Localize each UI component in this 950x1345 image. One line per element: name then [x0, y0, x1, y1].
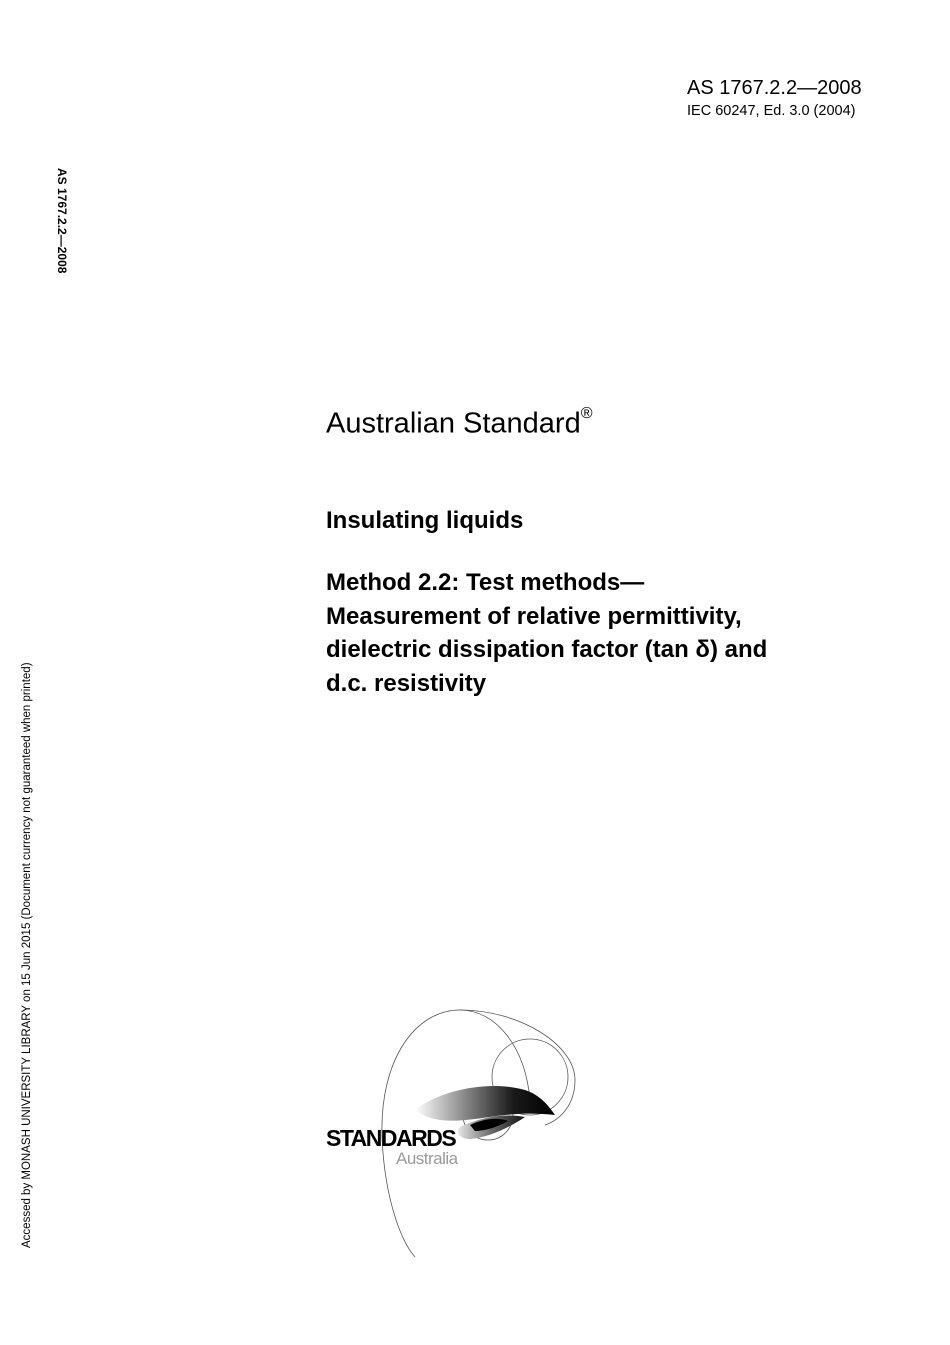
standard-type	[326, 400, 593, 442]
access-note	[18, 598, 36, 1248]
logo-subword: Australia	[396, 1149, 458, 1168]
standards-australia-logo	[320, 1005, 590, 1265]
subtitle-line: d.c. resistivity	[326, 669, 487, 697]
standard-number: AS 1767.2.2—2008	[687, 77, 862, 99]
subtitle-line: dielectric dissipation factor (tan δ) and	[326, 636, 768, 663]
document-subtitle	[326, 566, 896, 700]
standard-type-text: Australian Standard	[326, 407, 581, 440]
logo-wordmark: STANDARDS	[326, 1125, 456, 1151]
spine-label-text: AS 1767.2.2—2008	[55, 168, 69, 274]
registered-mark: ®	[580, 405, 593, 422]
iec-reference: IEC 60247, Ed. 3.0 (2004)	[687, 103, 856, 119]
access-note-text: Accessed by MONASH UNIVERSITY LIBRARY on 15 Jun 2015 (Document currency not guaranteed when printed)	[21, 662, 33, 1248]
spine-label	[55, 168, 75, 304]
subtitle-line: Measurement of relative permittivity,	[326, 602, 742, 630]
subtitle-line: Method 2.2: Test methods—	[326, 569, 645, 596]
document-title: Insulating liquids	[326, 507, 524, 534]
